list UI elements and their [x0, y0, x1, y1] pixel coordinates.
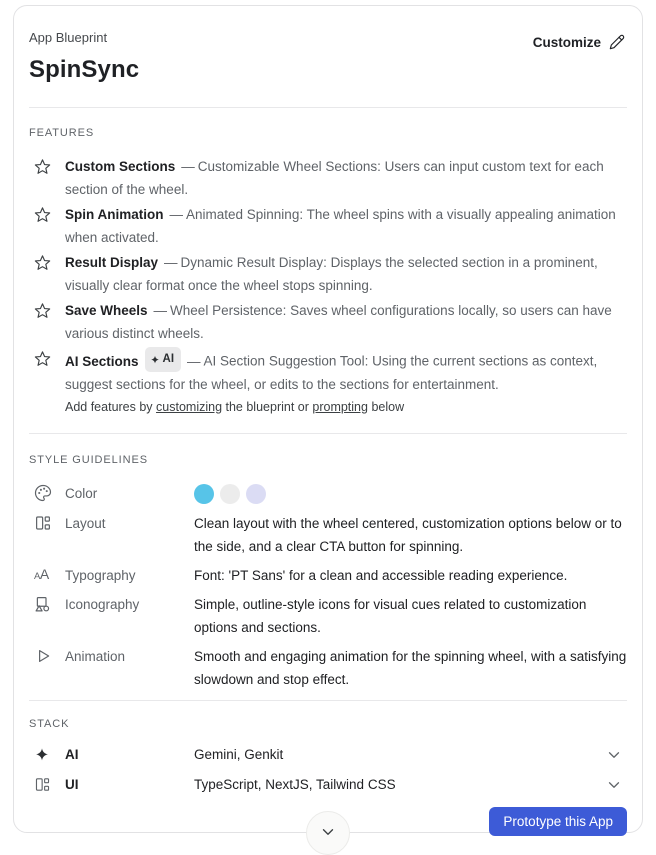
- palette-icon: [34, 484, 52, 502]
- style-row-label: Iconography: [65, 596, 140, 612]
- style-row-value: Clean layout with the wheel centered, customization options below or to the side, and a clear CTA button for spinning.: [194, 515, 622, 554]
- style-row-value: Simple, outline-style icons for visual cues related to customization options and sections.: [194, 596, 587, 635]
- color-swatches: [194, 482, 627, 505]
- feature-description: Customizable Wheel Sections: Users can input custom text for each section of the wheel.: [65, 159, 604, 197]
- customizing-link[interactable]: customizing: [156, 399, 223, 414]
- feature-description: Wheel Persistence: Saves wheel configurations locally, so users can have various distinct wheels.: [65, 303, 612, 341]
- prompting-link[interactable]: prompting: [312, 399, 368, 414]
- card-header: [29, 30, 627, 85]
- feature-name: Spin Animation: [65, 207, 164, 222]
- app-title: SpinSync: [29, 56, 140, 83]
- pencil-icon: [609, 34, 625, 50]
- color-swatch-primary: [194, 484, 214, 504]
- feature-name: Result Display: [65, 255, 159, 270]
- star-icon: [34, 158, 51, 175]
- feature-separator: —: [169, 207, 183, 222]
- feature-separator: —: [181, 159, 195, 174]
- customize-button[interactable]: [531, 32, 627, 52]
- feature-description: AI Section Suggestion Tool: Using the current sections as context, suggest sections for the wheel, or edits to the sections for entertainment.: [65, 353, 598, 392]
- feature-item: [29, 251, 627, 297]
- footnote-middle: the blueprint or: [222, 399, 313, 414]
- header-titles: [29, 30, 139, 85]
- stack-row-value: Gemini, Genkit: [194, 746, 284, 762]
- stack-row-label: AI: [65, 746, 79, 762]
- card-eyebrow: App Blueprint: [29, 30, 108, 45]
- features-footnote: [29, 399, 627, 416]
- feature-item: [29, 155, 627, 201]
- ai-badge-label: AI: [162, 353, 175, 365]
- stack-row-label: UI: [65, 776, 79, 792]
- layout-icon: [34, 514, 52, 532]
- style-row-iconography: [29, 593, 627, 639]
- stack-row-ai[interactable]: [29, 744, 627, 766]
- feature-name: Custom Sections: [65, 159, 176, 174]
- color-swatch-accent: [246, 484, 266, 504]
- style-rows: [29, 482, 627, 691]
- feature-description: Animated Spinning: The wheel spins with a visually appealing animation when activated.: [65, 207, 616, 245]
- feature-separator: —: [153, 303, 168, 318]
- style-row-value: Font: 'PT Sans' for a clean and accessible reading experience.: [194, 567, 568, 583]
- style-row-animation: [29, 645, 627, 691]
- style-row-value: Smooth and engaging animation for the spinning wheel, with a satisfying slowdown and stop effect.: [194, 648, 627, 687]
- footnote-suffix: below: [367, 399, 405, 414]
- style-row-label: Typography: [65, 567, 136, 583]
- color-swatch-background: [220, 484, 240, 504]
- star-icon: [34, 302, 51, 319]
- stack-row-value: TypeScript, NextJS, Tailwind CSS: [194, 776, 396, 792]
- play-icon: [34, 647, 52, 665]
- star-icon: [34, 254, 51, 271]
- layout-icon: [34, 776, 52, 794]
- chevron-down-icon[interactable]: [605, 746, 623, 764]
- style-guidelines-section: [29, 434, 627, 691]
- features-section: [29, 108, 627, 416]
- expand-blueprint-button[interactable]: [306, 811, 350, 855]
- star-icon: [34, 350, 51, 367]
- footnote-prefix: Add features by: [65, 399, 157, 414]
- stack-row-ui[interactable]: [29, 774, 627, 796]
- feature-item: [29, 347, 627, 396]
- sparkle-icon: [150, 355, 160, 365]
- style-row-label: Animation: [65, 648, 126, 664]
- feature-separator: —: [164, 255, 178, 270]
- stack-rows: [29, 744, 627, 796]
- stack-section: [29, 701, 627, 796]
- customize-label: Customize: [532, 34, 601, 50]
- prototype-this-app-button[interactable]: Prototype this App: [489, 807, 627, 836]
- ai-badge: [145, 347, 182, 372]
- features-list: [29, 155, 627, 416]
- feature-item: [29, 203, 627, 249]
- feature-name: Save Wheels: [65, 303, 148, 318]
- style-row-layout: [29, 512, 627, 558]
- style-row-label: Layout: [65, 515, 106, 531]
- style-row-typography: [29, 564, 627, 587]
- shapes-icon: [34, 595, 52, 613]
- feature-separator: —: [187, 353, 201, 369]
- features-section-title: FEATURES: [29, 127, 95, 139]
- style-row-color: [29, 482, 627, 505]
- chevron-down-icon[interactable]: [605, 776, 623, 794]
- style-row-label: Color: [65, 485, 98, 501]
- star-icon: [34, 206, 51, 223]
- app-blueprint-card: [13, 5, 643, 833]
- typography-icon: AA: [34, 565, 49, 582]
- style-section-title: STYLE GUIDELINES: [29, 453, 148, 466]
- feature-description: Dynamic Result Display: Displays the selected section in a prominent, visually clear format once the wheel stops spinning.: [65, 255, 598, 293]
- chevron-down-icon: [319, 823, 337, 844]
- feature-item: [29, 299, 627, 345]
- sparkle-icon: [34, 747, 52, 765]
- feature-name: AI Sections: [65, 353, 139, 369]
- stack-section-title: STACK: [29, 717, 70, 730]
